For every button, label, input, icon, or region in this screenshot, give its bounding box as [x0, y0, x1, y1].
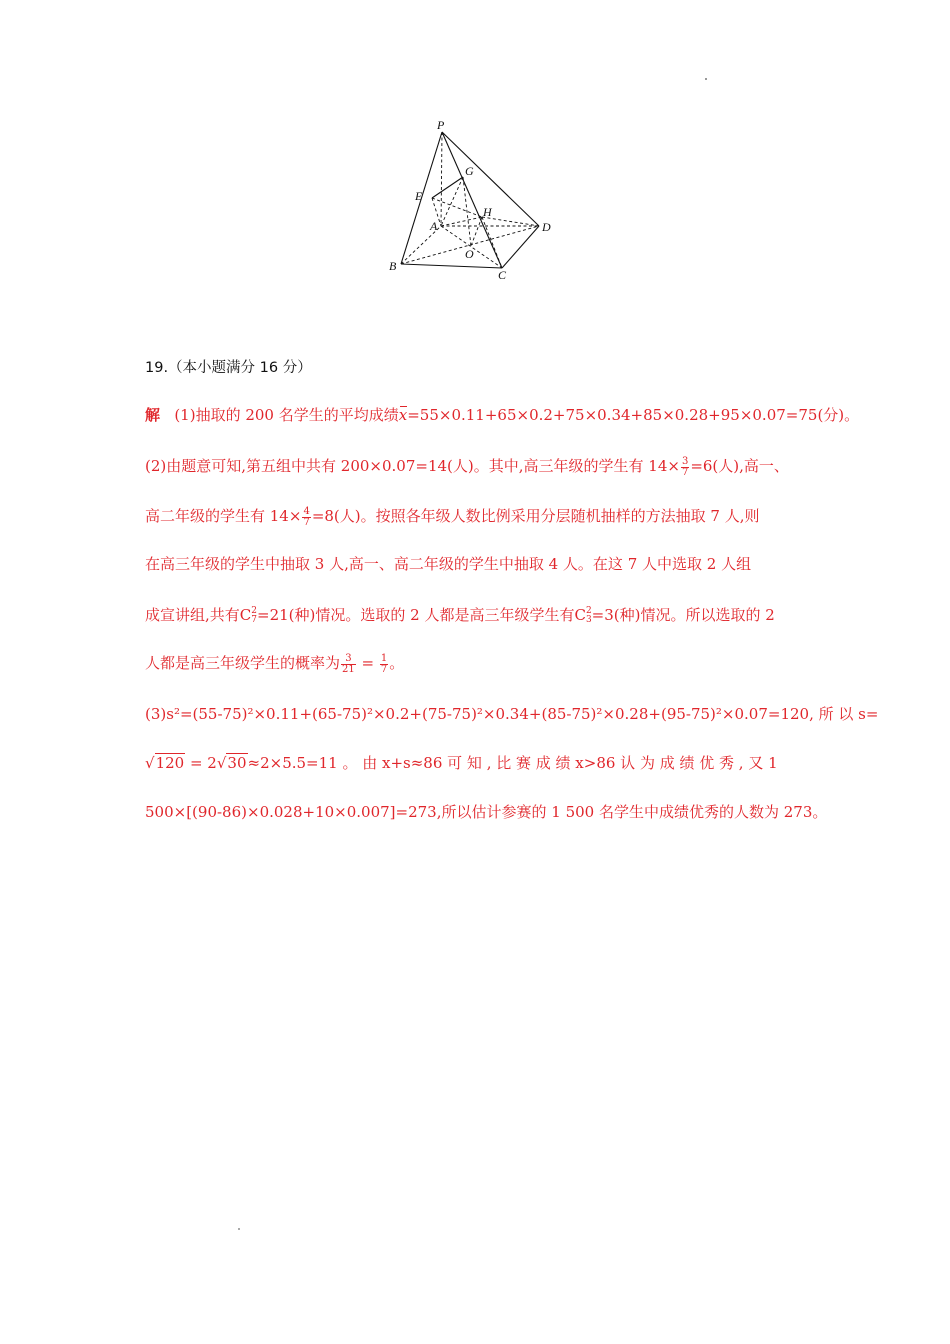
edge-AH — [441, 217, 482, 226]
solution-line-8: √120 = 2√30≈2×5.5=11 。 由 x+s≈86 可 知 , 比 赛 成 绩 x>86 认 为 成 绩 优 秀 , 又 1 — [145, 754, 778, 772]
edge-HO — [471, 217, 482, 246]
solution-line-2: (2)由题意可知,第五组中共有 200×0.07=14(人)。其中,高三年级的学生有 14× $\frac{3}{7}$ =6(人),高一、 — [145, 455, 789, 478]
page-speck — [238, 1228, 240, 1230]
edge-CD — [502, 226, 539, 268]
label-D: D — [542, 220, 551, 234]
combination: C 2 7 — [239, 606, 257, 625]
label-B: B — [389, 259, 397, 273]
solution-line-3: 高二年级的学生有 14× $\frac{4}{7}$ =8(人)。按照各年级人数比例采用分层随机抽样的方法抽取 7 人,则 — [145, 505, 760, 528]
page-speck — [705, 78, 707, 80]
edge-PA — [441, 132, 442, 226]
solution-line-9: 500×[(90-86)×0.028+10×0.007]=273,所以估计参赛的 1 500 名学生中成绩优秀的人数为 273。 — [145, 803, 828, 821]
pyramid-figure — [385, 115, 565, 290]
label-A: A — [430, 219, 438, 233]
combination: C 2 3 — [574, 606, 592, 625]
edge-BC — [401, 264, 502, 268]
solution-line-1: 解 (1)抽取的 200 名学生的平均成绩x=55×0.11+65×0.2+75×0.34+85×0.28+95×0.07=75(分)。 — [145, 406, 860, 424]
solution-line-5: 成宣讲组,共有C 2 7 =21(种)情况。选取的 2 人都是高三年级学生有C 2 3 =3(种)情况。所以选取的 2 — [145, 606, 775, 625]
label-C: C — [498, 268, 507, 282]
edge-HC — [482, 217, 502, 268]
solution-line-6: 人都是高三年级学生的概率为 $\frac{3}{21}$ = $\frac{1}{7}$ 。 — [145, 652, 405, 675]
edge-EH — [432, 198, 482, 217]
fraction: $\frac{3}{21}$ — [342, 652, 355, 675]
fraction: $\frac{4}{7}$ — [303, 505, 310, 528]
solution-label: 解 — [145, 406, 161, 424]
solution-line-7: (3)s²=(55-75)²×0.11+(65-75)²×0.2+(75-75)²×0.34+(85-75)²×0.28+(95-75)²×0.07=120, 所 以 s= — [145, 705, 879, 723]
fraction: $\frac{1}{7}$ — [380, 652, 388, 675]
label-E: E — [415, 189, 423, 203]
label-G: G — [465, 164, 474, 178]
label-O: O — [465, 247, 474, 261]
question-header: 19.（本小题满分 16 分） — [145, 360, 312, 376]
pyramid-diagram — [385, 115, 565, 290]
sqrt-expression: √30 — [216, 754, 247, 772]
label-P: P — [437, 118, 445, 132]
sqrt-expression: √120 — [145, 754, 185, 772]
solution-line-4: 在高三年级的学生中抽取 3 人,高一、高二年级的学生中抽取 4 人。在这 7 人中选取 2 人组 — [145, 555, 752, 573]
fraction: $\frac{3}{7}$ — [681, 455, 689, 478]
label-H: H — [483, 205, 492, 219]
